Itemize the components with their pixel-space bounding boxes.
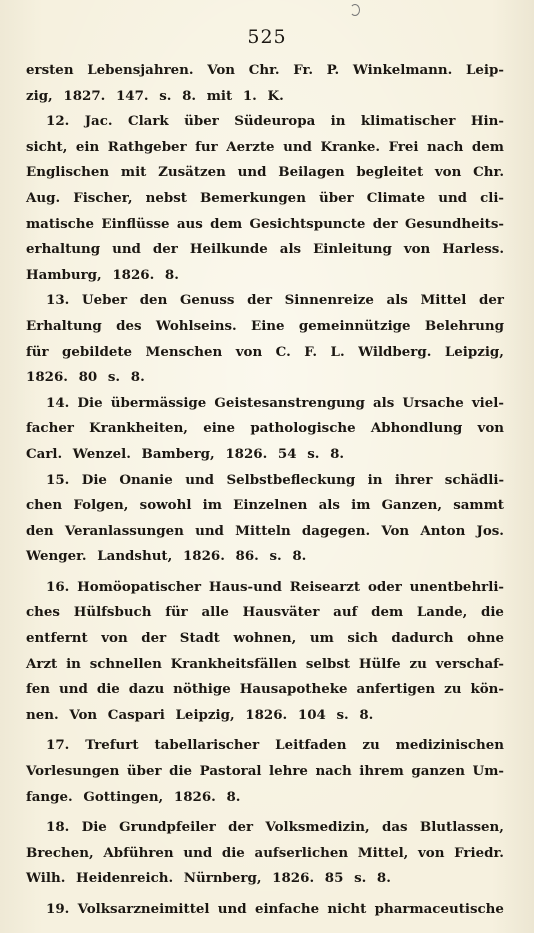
text-line: Wilh. Heidenreich. Nürnberg, 1826. 85 s. 8. (26, 870, 391, 887)
text-line: 14. Die übermässige Geistesanstrengung als Ursache viel- (46, 394, 504, 411)
text-line: entfernt von der Stadt wohnen, um sich dadurch ohne (26, 630, 504, 647)
page-number: 525 (247, 26, 287, 48)
text-line: fen und die dazu nöthige Hausapotheke anfertigen zu kön- (26, 681, 504, 698)
text-line: Aug. Fischer, nebst Bemerkungen über Climate und cli- (26, 189, 504, 206)
text-line: matische Einflüsse aus dem Gesichtspuncte der Gesundheits- (26, 215, 504, 232)
text-line: 17. Trefurt tabellarischer Leitfaden zu medizinischen (46, 737, 504, 754)
text-line: zig, 1827. 147. s. 8. mit 1. K. (26, 87, 284, 104)
bibliography-text (26, 58, 504, 923)
text-line: 12. Jac. Clark über Südeuropa in klimatischer Hin- (46, 113, 504, 130)
text-line: ersten Lebensjahren. Von Chr. Fr. P. Winkelmann. Leip- (26, 62, 504, 78)
text-line: nen. Von Caspari Leipzig, 1826. 104 s. 8. (26, 706, 374, 723)
text-line: Arzt in schnellen Krankheitsfällen selbst Hülfe zu verschaf- (26, 655, 504, 672)
text-line: 18. Die Grundpfeiler der Volksmedizin, das Blutlassen, (46, 819, 504, 836)
text-line: sicht, ein Rathgeber fur Aerzte und Kranke. Frei nach dem (26, 138, 504, 155)
text-line: chen Folgen, sowohl im Einzelnen als im Ganzen, sammt (26, 497, 504, 514)
text-line: erhaltung und der Heilkunde als Einleitung von Harless. (26, 241, 504, 258)
text-line: Vorlesungen über die Pastoral lehre nach ihrem ganzen Um- (26, 763, 504, 780)
text-line: facher Krankheiten, eine pathologische Abhondlung von (26, 420, 504, 437)
text-line: Wenger. Landshut, 1826. 86. s. 8. (26, 548, 307, 565)
text-line: fange. Gottingen, 1826. 8. (26, 788, 241, 805)
text-line: 16. Homöopatischer Haus-und Reisearzt oder unentbehrli- (46, 578, 504, 595)
text-line: 13. Ueber den Genuss der Sinnenreize als Mittel der (46, 292, 504, 309)
text-line: Englischen mit Zusätzen und Beilagen begleitet von Chr. (26, 164, 504, 181)
corner-mark-icon (350, 4, 360, 16)
text-line: Erhaltung des Wohlseins. Eine gemeinnützige Belehrung (26, 317, 504, 334)
text-line: 1826. 80 s. 8. (26, 369, 145, 386)
text-line: Carl. Wenzel. Bamberg, 1826. 54 s. 8. (26, 445, 345, 462)
text-line: 15. Die Onanie und Selbstbefleckung in ihrer schädli- (46, 471, 504, 488)
text-line: Brechen, Abführen und die aufserlichen Mittel, von Friedr. (26, 844, 504, 861)
text-line: Hamburg, 1826. 8. (26, 266, 179, 283)
text-line: 19. Volksarzneimittel und einfache nicht pharmaceutische (46, 901, 504, 917)
text-line: für gebildete Menschen von C. F. L. Wildberg. Leipzig, (26, 343, 504, 360)
text-line: den Veranlassungen und Mitteln dagegen. Von Anton Jos. (26, 522, 504, 539)
text-line: ches Hülfsbuch für alle Hausväter auf dem Lande, die (26, 604, 504, 621)
